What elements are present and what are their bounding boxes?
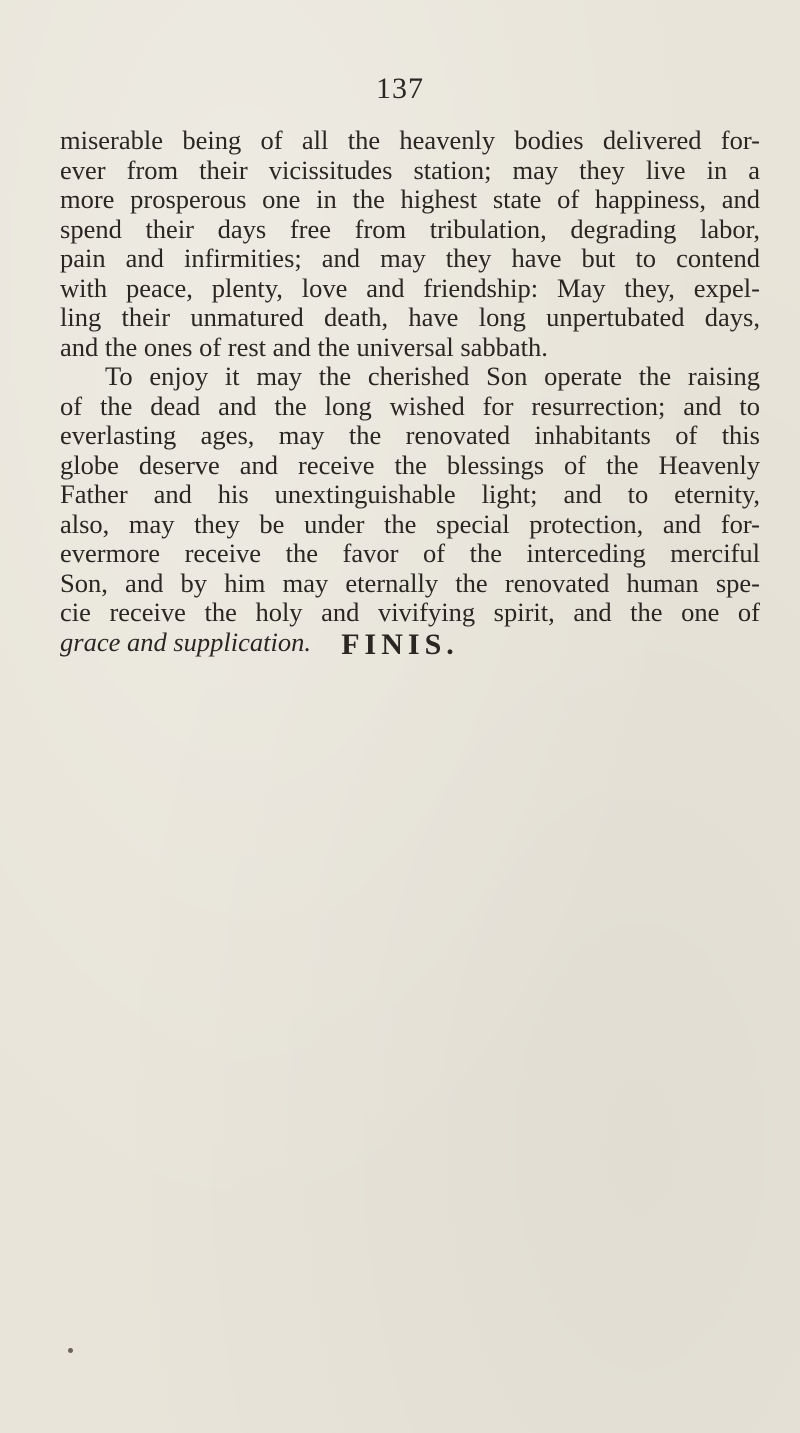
text-line: globe deserve and receive the blessings of the Heavenly: [60, 449, 760, 480]
text-line-italic: grace and supplication.: [60, 626, 311, 657]
text-line: ling their unmatured death, have long unpertubated days,: [60, 302, 760, 332]
text-line: miserable being of all the heavenly bodies delivered for-: [60, 125, 760, 155]
text-line: evermore receive the favor of the interceding merciful: [60, 538, 760, 568]
text-line: cie receive the holy and vivifying spirit, and the one of: [60, 597, 760, 627]
text-line: everlasting ages, may the renovated inhabitants of this: [60, 420, 760, 450]
text-line: spend their days free from tribulation, degrading labor,: [60, 213, 760, 244]
text-line: and the ones of rest and the universal sabbath.: [60, 331, 548, 362]
text-line: To enjoy it may the cherished Son operate the raising: [105, 361, 760, 391]
text-line: also, may they be under the special protection, and for-: [60, 508, 760, 539]
text-line: Son, and by him may eternally the renovated human spe-: [60, 567, 760, 598]
text-line: ever from their vicissitudes station; may they live in a: [60, 154, 760, 185]
text-line: of the dead and the long wished for resurrection; and to: [60, 390, 760, 421]
text-line: Father and his unextinguishable light; and to eternity,: [60, 479, 760, 509]
page-number: 137: [376, 72, 424, 105]
text-line: more prosperous one in the highest state of happiness, and: [60, 184, 760, 214]
body-text: [60, 126, 760, 657]
paper-speck: [68, 1348, 73, 1353]
text-line: with peace, plenty, love and friendship: May they, expel-: [60, 272, 760, 303]
finis-heading: FINIS.: [341, 628, 459, 661]
text-line: pain and infirmities; and may they have but to contend: [60, 243, 760, 273]
